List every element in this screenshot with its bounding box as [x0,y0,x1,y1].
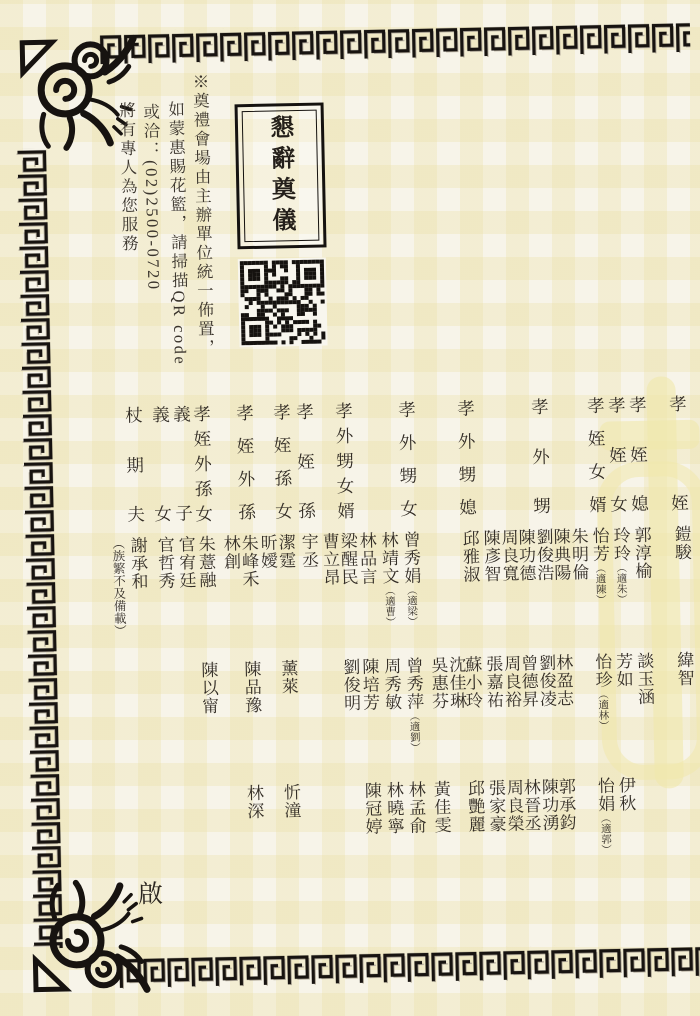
family-member-name: 怡娟（適郭） [594,776,615,855]
family-member-name: 芳如 [613,652,633,689]
family-member-name: 周秀敏 [381,656,402,712]
family-member-name: 朱峰禾 [238,533,259,589]
closing-character: 啟 [137,881,164,909]
family-member-name: 官宥廷 [175,535,196,590]
family-member-name: 林品言 [356,531,377,586]
family-member-name: 周良裕 [501,654,522,709]
family-member-name: （族繁不及備載） [110,536,127,637]
relation-title: 孝 外 甥 媳 [456,398,477,518]
family-member-name: 玲玲（適朱） [610,526,631,605]
relation-title: 孝 姪 孫 女 [273,402,294,522]
family-member-name: 緯智 [674,650,694,688]
info-text-column: 將有專人為您服務 [116,101,139,254]
family-member-name: 張家豪 [485,778,506,834]
relation-title: 孝 姪 媳 [628,394,649,515]
family-member-name: 薰萊 [278,659,298,696]
family-member-name: 謝承和 [127,536,148,591]
family-member-name: 林深 [243,783,264,821]
family-member-name: 曾秀萍（適劉） [403,656,424,753]
family-member-name: 陳彥智 [480,528,501,584]
family-member-name: 陳品豫 [241,659,262,715]
family-member-name: 宇丞 [298,532,319,570]
relation-title: 杖 期 夫 [125,405,146,525]
family-member-name: 林靖文（適曹） [378,531,399,628]
family-member-name: 曾秀娟（適梁） [400,530,421,627]
family-member-name: 邱雅淑 [459,529,480,584]
info-text-column: 如蒙惠賜花籃，請掃描QR code [165,100,190,367]
family-member-name: 劉俊凌 [536,653,557,709]
decline-gifts-title: 懇辭奠儀 [242,110,320,243]
left-meander-border [16,148,67,949]
family-member-name: 劉俊明 [340,657,361,713]
family-member-name: 朱明倫 [568,527,589,582]
family-member-name: 林盈志 [553,653,574,708]
family-member-name: 怡芳（適陳） [589,526,610,605]
family-member-name: 吳惠芬 [428,655,449,711]
family-member-name: 怡珍（適林） [592,652,612,731]
relation-title: 義 女 [152,404,173,525]
family-member-name: 周良榮 [503,778,524,833]
relation-title: 孝 姪 外 孫 女 [193,403,214,525]
family-member-name: 郭淳榆 [631,525,652,581]
family-member-name: 郭承鈞 [555,777,576,832]
relation-title: 孝 外 甥 [530,396,551,517]
family-member-name: 潔霆 [275,533,296,570]
family-member-name: 官哲秀 [154,535,175,591]
relation-title: 孝 外 甥 女 [397,399,418,519]
family-member-name: 忻潼 [280,783,301,820]
relation-title: 孝 外 甥 女 婿 [335,400,356,522]
relation-title: 孝 姪 孫 [296,401,317,522]
relation-title: 義 子 [173,404,194,524]
family-member-name: 陳典陽 [550,527,571,582]
relation-title: 孝 姪 女 婿 [586,395,607,515]
family-member-name: 蘇小玲 [462,655,483,710]
family-member-name: 邱艷麗 [464,779,485,834]
family-member-name: 林孟俞 [405,780,426,835]
info-text-column: 或洽：(02)2500-0720 [140,102,164,292]
family-member-name: 黃佳雯 [430,779,451,835]
family-member-name: 曾德昇 [518,654,539,709]
family-member-name: 周良寬 [498,528,519,583]
family-member-name: 陳以甯 [198,660,219,716]
family-member-name: 曹立昂 [319,532,340,587]
family-member-name: 梁醒民 [337,531,358,587]
family-member-name: 陳培芳 [359,657,380,712]
relation-title: 孝 姪 外 孫 [236,402,257,523]
family-member-name: 林晉丞 [520,778,541,833]
relation-title: 孝 姪 女 [607,395,628,515]
family-member-name: 陳冠婷 [361,781,382,836]
family-member-name: 鎧駿 [671,524,692,562]
family-member-name: 談玉涵 [634,651,655,707]
info-text-column: ※奠禮會場由主辦單位統一佈置， [189,72,215,359]
family-member-name: 林曉寧 [383,780,404,836]
family-member-name: 張嘉祐 [483,654,504,710]
bottom-meander-border [117,943,700,989]
family-member-name: 林創 [220,534,241,571]
family-member-name: 伊秋 [615,776,636,813]
family-member-name: 劉俊浩 [533,527,554,583]
family-member-name: 昕嬡 [257,533,278,570]
family-member-name: 陳功德 [515,528,536,583]
family-member-name: 朱薏融 [195,534,216,590]
family-member-name: 陳功湧 [538,777,559,833]
family-member-name: 沈佳琳 [446,655,467,711]
relation-title: 孝 姪 [668,393,689,514]
